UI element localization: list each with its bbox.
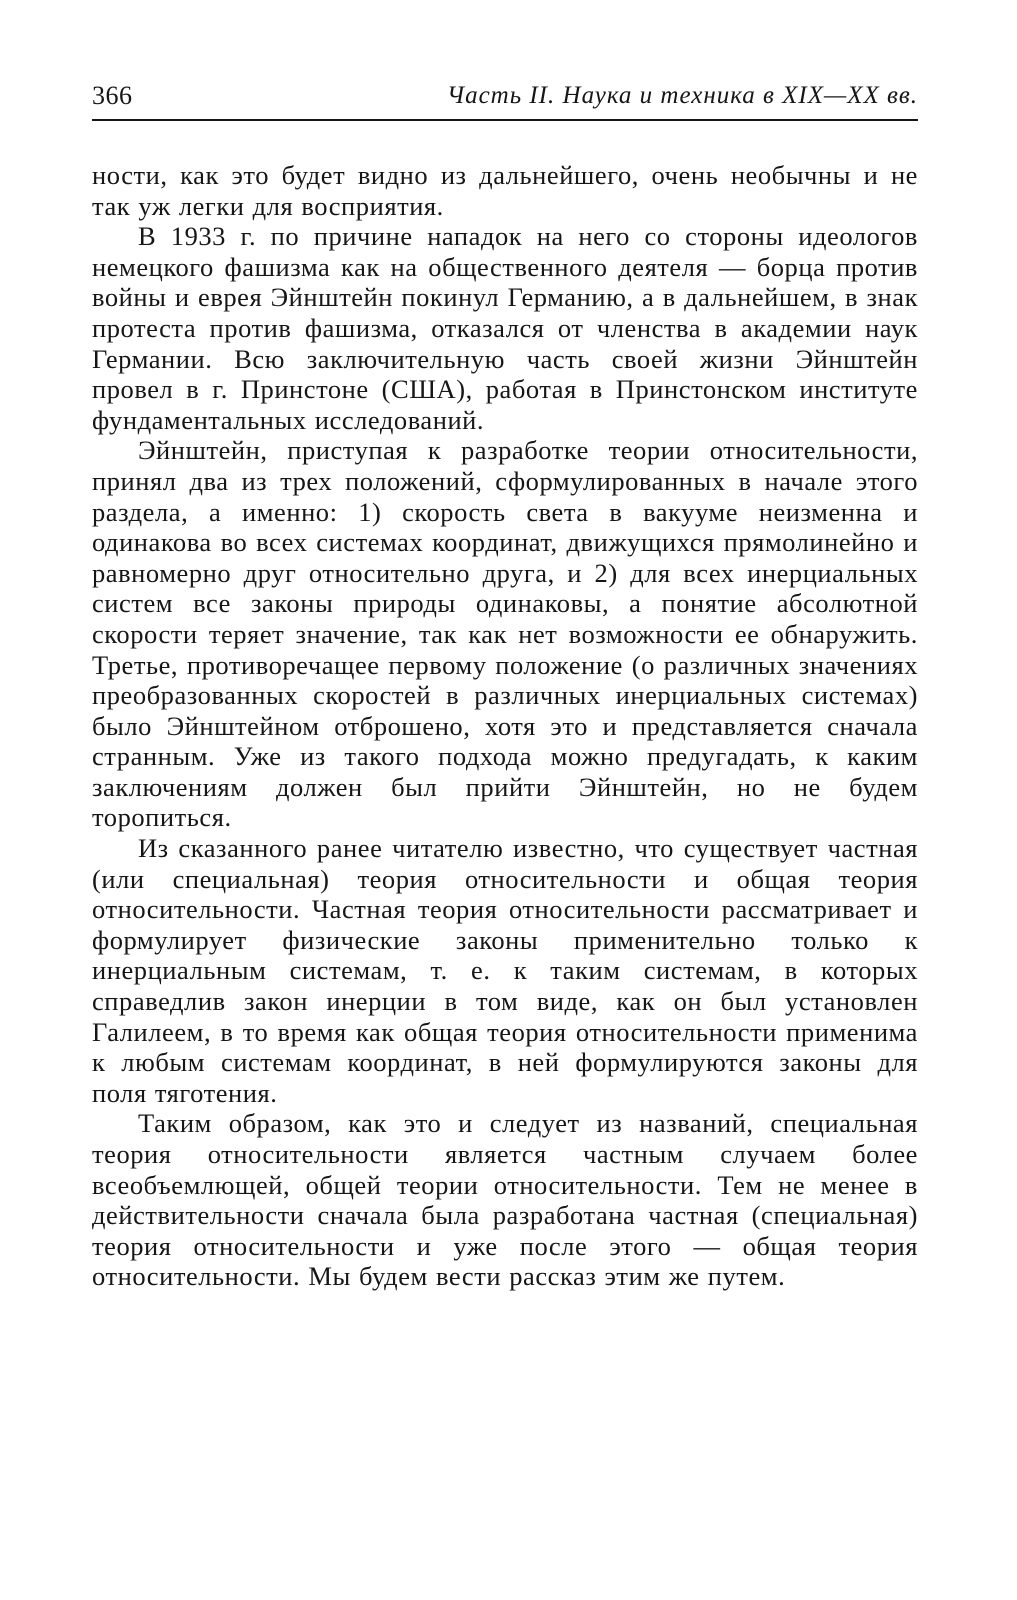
paragraph-special-and-general-theory: Из сказанного ранее читателю известно, что существует частная (или специальная) теория относительности и общая теория относительности. Частная теория относительности рассматривает и формулирует физические законы применительно только к инерциальным системам, т. е. к таким системам, в которых справедлив закон инерции в том виде, как он был установлен Галилеем, в то время как общая теория относительности применима к любым системам координат, в ней формулируются законы для поля тяготения. bbox=[92, 833, 918, 1108]
page-header bbox=[92, 78, 918, 114]
running-title: Часть II. Наука и техника в XIX—XX вв. bbox=[446, 82, 918, 109]
paragraph-conclusion: Таким образом, как это и следует из названий, специальная теория относительности является частным случаем более всеобъемлющей, общей теории относительности. Тем не менее в действительности сначала была разработана частная (специальная) теория относительности и уже после этого — общая теория относительности. Мы будем вести рассказ этим же путем. bbox=[92, 1108, 918, 1292]
paragraph-relativity-postulates: Эйнштейн, приступая к разработке теории относительности, принял два из трех положений, сформулированных в начале этого раздела, а именно: 1) скорость света в вакууме неизменна и одинакова во всех системах координат, движущихся прямолинейно и равномерно друг относительно друга, и 2) для всех инерциальных систем все законы природы одинаковы, а понятие абсолютной скорости теряет значение, так как нет возможности ее обнаружить. Третье, противоречащее первому положение (о различных значениях преобразованных скоростей в различных инерциальных системах) было Эйнштейном отброшено, хотя это и представляется сначала странным. Уже из такого подхода можно предугадать, к каким заключениям должен был прийти Эйнштейн, но не будем торопиться. bbox=[92, 435, 918, 833]
paragraph-continuation: ности, как это будет видно из дальнейшего, очень необычны и не так уж легки для восприятия. bbox=[92, 160, 918, 221]
paragraph-einstein-emigration: В 1933 г. по причине нападок на него со стороны идеологов немецкого фашизма как на общественного деятеля — борца против войны и еврея Эйнштейн покинул Германию, а в дальнейшем, в знак протеста против фашизма, отказался от членства в академии наук Германии. Всю заключительную часть своей жизни Эйнштейн провел в г. Принстоне (США), работая в Принстонском институте фундаментальных исследований. bbox=[92, 221, 918, 435]
body-text bbox=[92, 160, 918, 1292]
page-number: 366 bbox=[92, 81, 133, 110]
header-divider bbox=[92, 119, 918, 121]
